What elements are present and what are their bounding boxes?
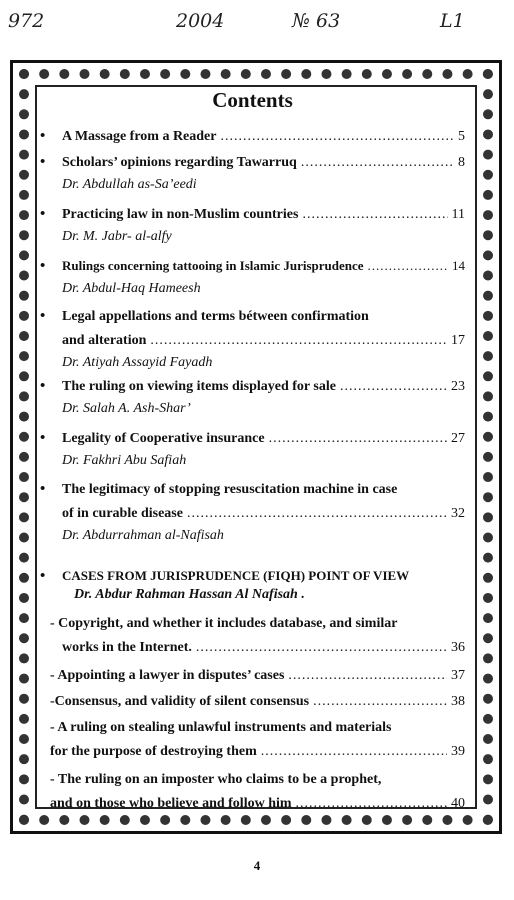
case-page-number: 37: [451, 668, 465, 683]
toc-page-number: 32: [451, 506, 465, 521]
toc-entry: [40, 430, 465, 469]
leader-dots: [340, 379, 447, 395]
leader-dots: [150, 333, 447, 349]
bullet-icon: •: [40, 378, 46, 394]
toc-entry-title: A Massage from a Reader: [62, 129, 217, 144]
toc-entry-title-cont: and alteration: [62, 333, 147, 348]
case-page-number: 39: [451, 744, 465, 759]
cases-heading: CASES FROM JURISPRUDENCE (FIQH) POINT OF VIEW: [62, 568, 410, 583]
page-number: 4: [253, 858, 261, 873]
bullet-icon: •: [40, 481, 46, 497]
handwritten-note-right: L1: [440, 10, 465, 32]
case-item-title-cont: and on those who believe and follow him: [50, 796, 292, 811]
toc-page-number: 8: [458, 155, 465, 170]
bullet-icon: •: [40, 430, 46, 446]
toc-entry-author: Dr. Abdullah as-Sa’eedi: [62, 177, 197, 192]
leader-dots: [187, 506, 447, 522]
toc-page-number: 5: [458, 129, 465, 144]
case-item-title-cont: for the purpose of destroying them: [50, 744, 257, 759]
toc-entry: [40, 206, 465, 245]
leader-dots: [196, 640, 447, 656]
toc-entry-author: Dr. Abdurrahman al-Nafisah: [62, 528, 224, 543]
bullet-icon: •: [40, 308, 46, 324]
toc-entry-title: The legitimacy of stopping resuscitation machine in case: [62, 482, 398, 497]
toc-entry-title: Rulings concerning tattooing in Islamic Jurisprudence: [62, 258, 364, 273]
toc-entry-author: Dr. Atiyah Assayid Fayadh: [62, 355, 213, 370]
handwritten-note-left: 972: [8, 10, 45, 32]
toc-entry: [40, 258, 465, 297]
case-page-number: 36: [451, 640, 465, 655]
case-item: [40, 616, 465, 656]
bullet-icon: •: [40, 258, 46, 274]
toc-entry-author: Dr. Salah A. Ash-Shar’: [62, 401, 191, 416]
toc-entry-title: Practicing law in non-Muslim countries: [62, 207, 299, 222]
case-item-title: -Consensus, and validity of silent consensus: [50, 694, 310, 709]
case-item: [40, 668, 465, 684]
case-item-title: - A ruling on stealing unlawful instruments and materials: [50, 720, 392, 735]
toc-page-number: 27: [451, 431, 465, 446]
cases-author: Dr. Abdur Rahman Hassan Al Nafisah .: [74, 587, 305, 602]
toc-entry-author: Dr. Fakhri Abu Safiah: [62, 453, 187, 468]
toc-page-number: 11: [451, 207, 465, 222]
toc-page-number: 23: [451, 379, 465, 394]
toc-entry: [40, 481, 465, 544]
leader-dots: [313, 694, 447, 710]
bullet-icon: •: [40, 206, 46, 222]
bullet-icon: •: [40, 154, 46, 170]
toc-entry: [40, 128, 465, 145]
toc-entry: [40, 378, 465, 417]
toc-entry-author: Dr. Abdul-Haq Hameesh: [62, 281, 201, 296]
leader-dots: [296, 796, 447, 812]
leader-dots: [269, 431, 447, 447]
toc-entry-title: The ruling on viewing items displayed for sale: [62, 379, 336, 394]
case-item: [40, 694, 465, 710]
bullet-icon: •: [40, 128, 46, 144]
case-page-number: 38: [451, 694, 465, 709]
toc-entry-title: Legal appellations and terms bétween confirmation: [62, 309, 369, 324]
cases-section: [40, 568, 465, 603]
contents-panel: [40, 88, 465, 811]
toc-page-number: 14: [452, 258, 465, 273]
toc-entry-author: Dr. M. Jabr- al-alfy: [62, 229, 172, 244]
handwritten-note-number: № 63: [292, 10, 341, 32]
toc-entry-title: Legality of Cooperative insurance: [62, 431, 265, 446]
leader-dots: [302, 207, 447, 223]
toc-entry: [40, 308, 465, 371]
page-title: Contents: [212, 88, 293, 112]
toc-entry-title-cont: of in curable disease: [62, 506, 183, 521]
bullet-icon: •: [40, 568, 46, 584]
case-item: [40, 720, 465, 760]
leader-dots: [261, 744, 447, 760]
leader-dots: [288, 668, 447, 684]
case-item-title: - The ruling on an imposter who claims to be a prophet,: [50, 772, 382, 787]
toc-entry: [40, 154, 465, 193]
case-item: [40, 772, 465, 812]
leader-dots: [368, 258, 448, 274]
case-item-title: - Appointing a lawyer in disputes’ cases: [50, 668, 285, 683]
case-item-title-cont: works in the Internet.: [62, 640, 192, 655]
leader-dots: [221, 129, 455, 145]
handwritten-note-year: 2004: [176, 10, 225, 32]
case-page-number: 40: [451, 796, 465, 811]
case-item-title: - Copyright, and whether it includes database, and similar: [50, 616, 398, 631]
toc-page-number: 17: [451, 333, 465, 348]
toc-entry-title: Scholars’ opinions regarding Tawarruq: [62, 155, 297, 170]
leader-dots: [301, 155, 454, 171]
